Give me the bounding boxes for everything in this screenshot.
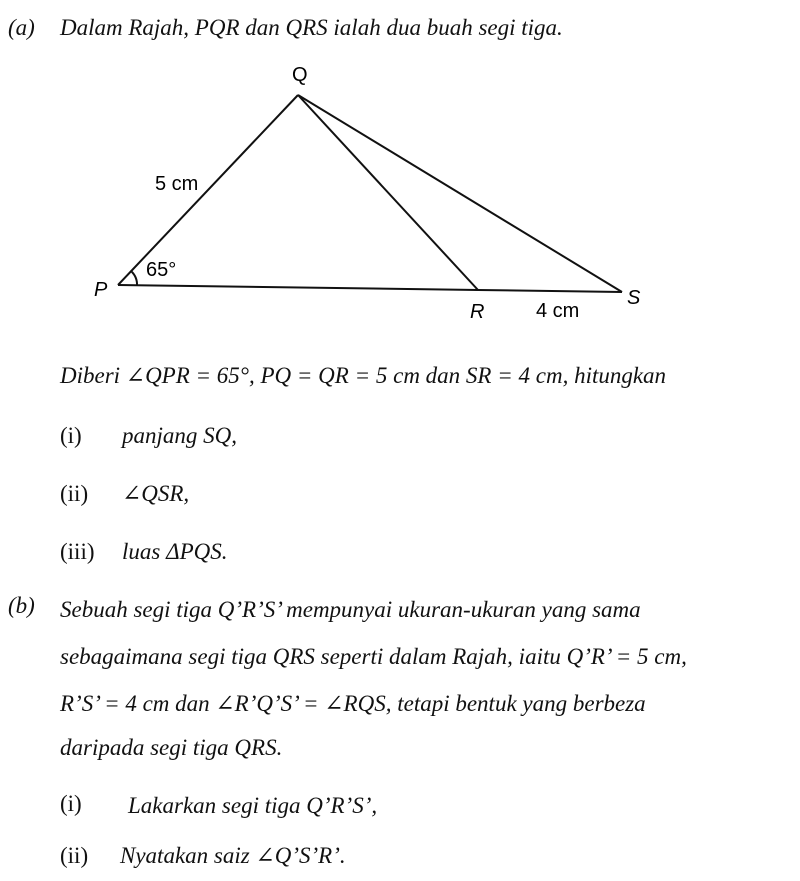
part-b-line-2: sebagaimana segi tiga QRS seperti dalam Rajah, iaitu Q’R’ = 5 cm, — [60, 644, 687, 669]
vertex-p-label: P — [94, 279, 108, 301]
angle-arc-p — [131, 271, 137, 286]
part-a-item-1-label: (i) — [60, 423, 82, 448]
line-pr — [118, 285, 478, 290]
vertex-s-label: S — [627, 287, 641, 309]
part-a-item-2-label: (ii) — [60, 481, 89, 506]
angle-p-label: 65° — [146, 259, 177, 281]
part-a-intro: Dalam Rajah, PQR dan QRS ialah dua buah segi tiga. — [60, 15, 563, 40]
line-qr — [298, 95, 478, 290]
part-b-item-2-label: (ii) — [60, 843, 89, 868]
part-b-line-1: Sebuah segi tiga Q’R’S’ mempunyai ukuran-ukuran yang sama — [60, 597, 641, 622]
part-a-item-3-text: luas ΔPQS. — [122, 539, 228, 564]
part-a-item-2-text: ∠QSR, — [122, 481, 190, 506]
line-qs — [298, 95, 622, 292]
triangle-diagram — [0, 0, 800, 340]
part-b-label: (b) — [8, 593, 35, 618]
line-pq — [118, 95, 298, 285]
part-b-line-4: daripada segi tiga QRS. — [60, 735, 283, 760]
part-a-label: (a) — [8, 15, 35, 40]
part-b-item-1-text: Lakarkan segi tiga Q’R’S’, — [128, 793, 378, 818]
part-a-item-1-text: panjang SQ, — [122, 423, 237, 448]
part-b-item-1-label: (i) — [60, 791, 82, 816]
vertex-q-label: Q — [292, 64, 308, 86]
part-a-item-3-label: (iii) — [60, 539, 95, 564]
given-statement: Diberi ∠QPR = 65°, PQ = QR = 5 cm dan SR = 4 cm, hitungkan — [60, 363, 667, 388]
line-rs — [478, 290, 622, 292]
vertex-r-label: R — [470, 301, 485, 323]
part-b-item-2-text: Nyatakan saiz ∠Q’S’R’. — [120, 843, 346, 868]
side-pq-label: 5 cm — [155, 173, 199, 195]
part-b-line-3: R’S’ = 4 cm dan ∠R’Q’S’ = ∠RQS, tetapi bentuk yang berbeza — [60, 691, 646, 716]
side-rs-label: 4 cm — [536, 300, 580, 322]
